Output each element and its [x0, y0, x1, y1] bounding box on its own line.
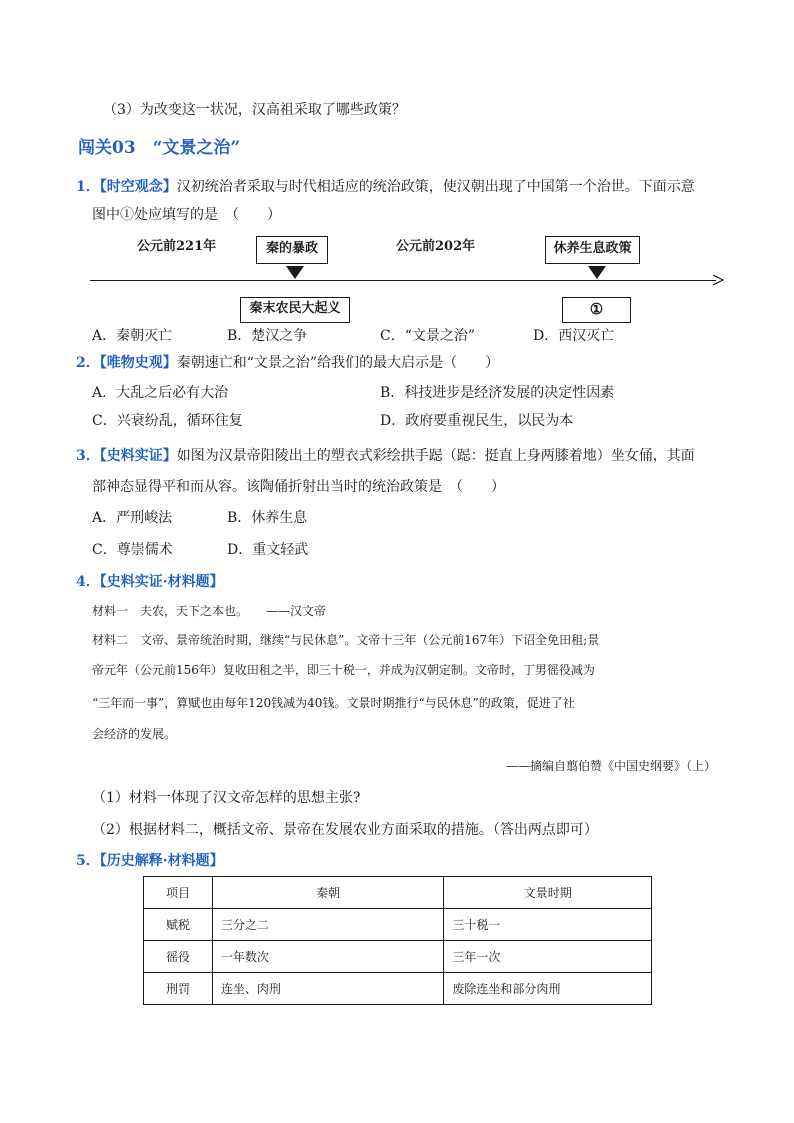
timeline-marker-1	[286, 266, 304, 279]
table-cell: 三年一次	[444, 941, 652, 973]
q1-option-a[interactable]: A．秦朝灭亡	[92, 328, 173, 344]
table-header-cell: 项目	[144, 877, 213, 909]
q3-number: 3．	[76, 448, 100, 464]
table-row	[144, 941, 652, 973]
q1-stem-line2: 图中①处应填写的是 （ ）	[92, 207, 281, 223]
table-header-row	[144, 877, 652, 909]
q3-option-b[interactable]: B．休养生息	[227, 510, 308, 526]
timeline-axis	[90, 280, 716, 281]
q1-tag: 【时空观念】	[99, 179, 177, 195]
q4-number: 4．	[76, 574, 100, 590]
timeline-label-221: 公元前221年	[137, 239, 217, 254]
q4-material2-line1: 材料二 文帝、景帝统治时期，继续“与民休息”。文帝十三年（公元前167年）下诏全免田租;景	[92, 633, 600, 647]
table-cell: 三分之二	[212, 909, 444, 941]
comparison-table	[143, 876, 652, 1005]
q4-sub1: （1）材料一体现了汉文帝怎样的思想主张?	[92, 790, 361, 806]
timeline-label-202: 公元前202年	[396, 239, 476, 254]
q1-stem-line1	[76, 177, 695, 197]
q3-option-c[interactable]: C．尊崇儒术	[92, 542, 173, 558]
table-cell: 废除连坐和部分肉刑	[444, 973, 652, 1005]
q1-option-b[interactable]: B．楚汉之争	[227, 328, 308, 344]
q4-header	[76, 572, 224, 592]
table-header-cell: 文景时期	[444, 877, 652, 909]
arrow-right-icon	[712, 274, 724, 286]
q2-option-b[interactable]: B．科技进步是经济发展的决定性因素	[380, 385, 615, 401]
q2-number: 2．	[76, 355, 100, 371]
timeline-box-recuperation: 休养生息政策	[545, 236, 640, 264]
table-row	[144, 973, 652, 1005]
q2-stem	[76, 353, 499, 373]
q4-source: ——摘编自翦伯赞《中国史纲要》（上）	[505, 759, 716, 773]
q2-option-d[interactable]: D．政府要重视民生，以民为本	[380, 413, 574, 429]
q3-stem-line2: 部神态显得平和而从容。该陶俑折射出当时的统治政策是 （ ）	[92, 479, 505, 495]
q2-option-c[interactable]: C．兴衰纷乱，循环往复	[92, 413, 243, 429]
q2-stem-text: 秦朝速亡和“文景之治”给我们的最大启示是（ ）	[176, 355, 500, 371]
q4-material2-line2: 帝元年（公元前156年）复收田租之半，即三十税一，并成为汉朝定制。文帝时，丁男徭役减为	[92, 663, 595, 677]
timeline-marker-2	[588, 266, 606, 279]
timeline-box-uprising: 秦末农民大起义	[240, 297, 350, 323]
q3-stem-line1	[76, 446, 695, 466]
section-title: 闯关03 “文景之治”	[78, 138, 241, 158]
q1-number: 1．	[76, 179, 100, 195]
table-cell: 刑罚	[144, 973, 213, 1005]
q4-sub2: （2）根据材料二，概括文帝、景帝在发展农业方面采取的措施。（答出两点即可）	[92, 822, 598, 838]
table-cell: 赋税	[144, 909, 213, 941]
q5-tag: 【历史解释·材料题】	[99, 853, 224, 869]
q5-header	[76, 851, 224, 871]
q3-sub3: （3）为改变这一状况，汉高祖采取了哪些政策？	[103, 102, 406, 118]
q3-stem-text1: 如图为汉景帝阳陵出土的塑衣式彩绘拱手跽（跽：挺直上身两膝着地）坐女俑，其面	[176, 448, 695, 464]
q4-material2-line3: “三年而一事”，算赋也由每年120钱减为40钱。文景时期推行“与民休息”的政策，促进了社	[92, 696, 575, 710]
table-cell: 连坐、肉刑	[212, 973, 444, 1005]
q4-tag: 【史料实证·材料题】	[99, 574, 224, 590]
q5-number: 5．	[76, 853, 100, 869]
q1-stem-text1: 汉初统治者采取与时代相适应的统治政策，使汉朝出现了中国第一个治世。下面示意	[176, 179, 695, 195]
q3-tag: 【史料实证】	[99, 448, 177, 464]
q4-material1: 材料一 夫农，天下之本也。 ——汉文帝	[92, 604, 327, 618]
q1-option-d[interactable]: D．西汉灭亡	[533, 328, 615, 344]
table-cell: 三十税一	[444, 909, 652, 941]
q2-option-a[interactable]: A．大乱之后必有大治	[92, 385, 229, 401]
timeline-box-blank: ①	[562, 297, 631, 323]
q3-option-d[interactable]: D．重文轻武	[227, 542, 309, 558]
q3-option-a[interactable]: A．严刑峻法	[92, 510, 173, 526]
table-header-cell: 秦朝	[212, 877, 444, 909]
table-cell: 一年数次	[212, 941, 444, 973]
table-row	[144, 909, 652, 941]
table-cell: 徭役	[144, 941, 213, 973]
timeline-box-qin-tyranny: 秦的暴政	[256, 236, 328, 264]
q1-option-c[interactable]: C．“文景之治”	[380, 328, 476, 344]
q4-material2-line4: 会经济的发展。	[92, 727, 177, 741]
q2-tag: 【唯物史观】	[99, 355, 177, 371]
